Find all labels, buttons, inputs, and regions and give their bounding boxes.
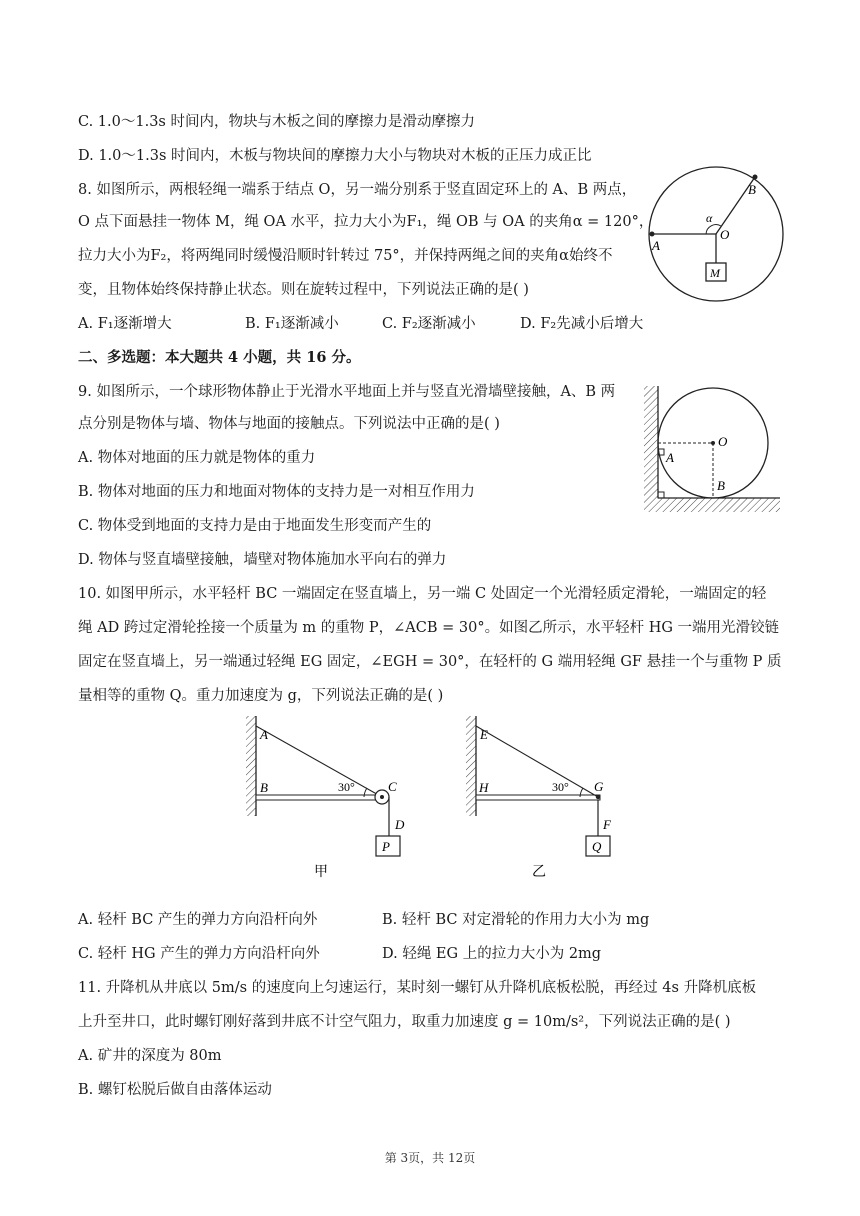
q9-option-b: B. 物体对地面的压力和地面对物体的支持力是一对相互作用力 bbox=[78, 484, 475, 500]
q8-label-a: A bbox=[652, 238, 660, 253]
q9-figure bbox=[640, 386, 782, 522]
q10-option-c: C. 轻杆 HG 产生的弹力方向沿杆向外 bbox=[78, 946, 320, 962]
q11-stem-line1: 11. 升降机从井底以 5m/s 的速度向上匀速运行，某时刻一螺钉从升降机底板松脱，再经过 4s 升降机底板 bbox=[78, 980, 757, 996]
q8-stem-line2: O 点下面悬挂一物体 M，绳 OA 水平，拉力大小为F₁，绳 OB 与 OA 的夹角α = 120°， bbox=[78, 214, 654, 230]
q7-option-c: C. 1.0～1.3s 时间内，物块与木板之间的摩擦力是滑动摩擦力 bbox=[78, 114, 475, 130]
q10-jia-label-p: P bbox=[382, 839, 390, 854]
q9-option-c: C. 物体受到地面的支持力是由于地面发生形变而产生的 bbox=[78, 518, 432, 534]
q10-jia-label-a: A bbox=[260, 727, 268, 742]
q9-option-a: A. 物体对地面的压力就是物体的重力 bbox=[78, 450, 316, 466]
q8-label-o: O bbox=[720, 227, 730, 242]
q8-stem-line4: 变，且物体始终保持静止状态。则在旋转过程中，下列说法正确的是( ) bbox=[78, 282, 529, 298]
q8-stem-line1: 8. 如图所示，两根轻绳一端系于结点 O，另一端分别系于竖直固定环上的 A、B 两点， bbox=[78, 182, 637, 198]
q10-jia-label-b: B bbox=[260, 780, 268, 795]
q10-yi-caption: 乙 bbox=[532, 865, 546, 878]
q10-stem-line4: 量相等的重物 Q。重力加速度为 g，下列说法正确的是( ) bbox=[78, 688, 444, 704]
q8-option-c: C. F₂逐渐减小 bbox=[382, 316, 476, 332]
q10-option-d: D. 轻绳 EG 上的拉力大小为 2mg bbox=[382, 946, 602, 962]
q10-option-b: B. 轻杆 BC 对定滑轮的作用力大小为 mg bbox=[382, 912, 650, 928]
q10-yi-label-q: Q bbox=[592, 839, 602, 854]
q9-option-d: D. 物体与竖直墙壁接触，墙壁对物体施加水平向右的弹力 bbox=[78, 552, 447, 568]
q10-jia-label-c: C bbox=[388, 779, 397, 794]
q11-option-b: B. 螺钉松脱后做自由落体运动 bbox=[78, 1082, 272, 1098]
q10-jia-angle: 30° bbox=[338, 780, 355, 794]
q10-stem-line2: 绳 AD 跨过定滑轮拴接一个质量为 m 的重物 P，∠ACB = 30°。如图乙所示，水平轻杆 HG 一端用光滑铰链 bbox=[78, 620, 780, 636]
q8-option-a: A. F₁逐渐增大 bbox=[78, 316, 172, 332]
q10-yi-angle: 30° bbox=[552, 780, 569, 794]
q10-stem-line1: 10. 如图甲所示，水平轻杆 BC 一端固定在竖直墙上，另一端 C 处固定一个光滑轻质定滑轮，一端固定的轻 bbox=[78, 586, 767, 602]
q9-stem-line1: 9. 如图所示，一个球形物体静止于光滑水平地面上并与竖直光滑墙壁接触，A、B 两 bbox=[78, 384, 616, 400]
q10-jia-label-d: D bbox=[395, 817, 405, 832]
q9-label-a: A bbox=[666, 450, 674, 465]
q11-option-a: A. 矿井的深度为 80m bbox=[78, 1048, 222, 1064]
q8-label-b: B bbox=[748, 182, 756, 197]
q10-yi-label-f: F bbox=[603, 817, 611, 832]
q8-option-b: B. F₁逐渐减小 bbox=[245, 316, 339, 332]
q8-label-m: M bbox=[710, 266, 720, 280]
page-footer: 第 3页，共 12页 bbox=[384, 1151, 476, 1165]
q8-stem-line3: 拉力大小为F₂，将两绳同时缓慢沿顺时针转过 75°，并保持两绳之间的夹角α始终不 bbox=[78, 248, 613, 264]
q7-option-d: D. 1.0～1.3s 时间内，木板与物块间的摩擦力大小与物块对木板的正压力成正比 bbox=[78, 148, 592, 164]
q8-option-d: D. F₂先减小后增大 bbox=[520, 316, 644, 332]
q10-figure-yi bbox=[460, 712, 640, 882]
q9-label-b: B bbox=[717, 478, 725, 493]
q8-label-alpha: α bbox=[706, 211, 713, 225]
q10-yi-label-h: H bbox=[479, 780, 489, 795]
q9-label-o: O bbox=[718, 434, 728, 449]
q10-option-a: A. 轻杆 BC 产生的弹力方向沿杆向外 bbox=[78, 912, 318, 928]
q9-stem-line2: 点分别是物体与墙、物体与地面的接触点。下列说法中正确的是( ) bbox=[78, 416, 500, 432]
q10-jia-caption: 甲 bbox=[314, 865, 328, 878]
q10-stem-line3: 固定在竖直墙上，另一端通过轻绳 EG 固定，∠EGH = 30°，在轻杆的 G 端用轻绳 GF 悬挂一个与重物 P 质 bbox=[78, 654, 782, 670]
q11-stem-line2: 上升至井口，此时螺钉刚好落到井底不计空气阻力，取重力加速度 g = 10m/s²，下列说法正确的是( ) bbox=[78, 1014, 731, 1030]
q10-yi-label-g: G bbox=[594, 779, 604, 794]
section-multi-choice-title: 二、多选题：本大题共 4 小题，共 16 分。 bbox=[78, 349, 361, 366]
q10-yi-label-e: E bbox=[480, 727, 488, 742]
q10-figure-jia bbox=[238, 712, 418, 882]
q8-figure bbox=[642, 166, 792, 318]
